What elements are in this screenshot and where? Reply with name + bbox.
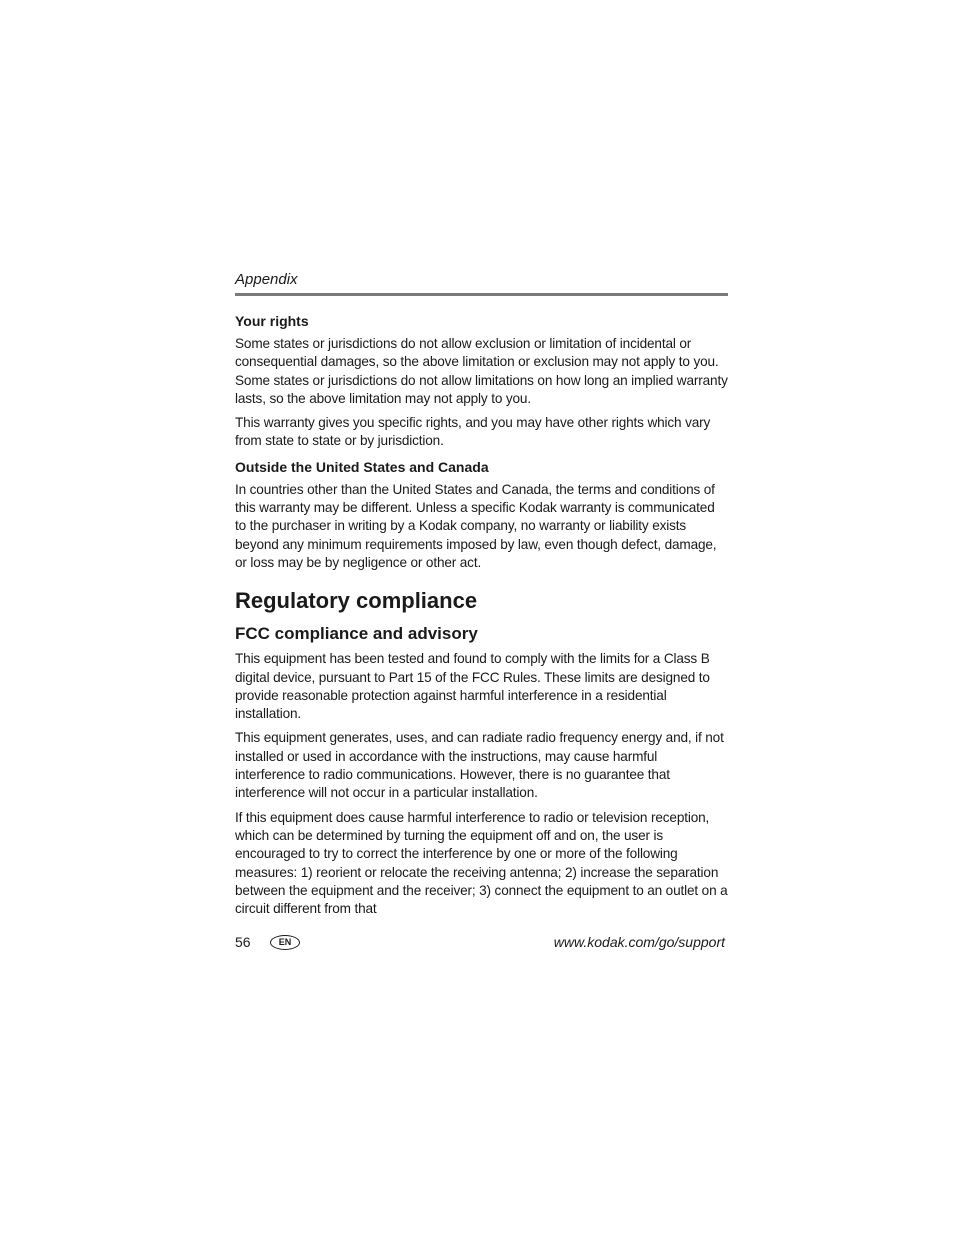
page-footer <box>235 932 725 952</box>
fcc-paragraph-3: If this equipment does cause harmful interference to radio or television reception, which can be determined by turning the equipment off and on, the user is encouraged to try to correct the interference by one or more of the following measures: 1) reorient or relocate the receiving antenna; 2) increase the separation between the equipment and the receiver; 3) connect the equipment to an outlet on a circuit different from that <box>235 809 728 917</box>
fcc-paragraph-2: This equipment generates, uses, and can radiate radio frequency energy and, if not installed or used in accordance with the instructions, may cause harmful interference to radio communications. However, there is no guarantee that interference will not occur in a particular installation. <box>235 730 724 801</box>
outside-us-canada-heading: Outside the United States and Canada <box>235 458 489 475</box>
manual-page <box>235 0 728 1235</box>
outside-us-canada-paragraph-1: In countries other than the United States and Canada, the terms and conditions of this warranty may be different. Unless a specific Kodak warranty is communicated to the purchaser in writing by a Kodak company, no warranty or liability exists beyond any minimum requirements imposed by law, even though defect, damage, or loss may be by negligence or other act. <box>235 481 717 570</box>
your-rights-paragraph-1: Some states or jurisdictions do not allow exclusion or limitation of incidental or consequential damages, so the above limitation or exclusion may not apply to you. Some states or jurisdictions do not allow limitations on how long an implied warranty lasts, so the above limitation may not apply to you. <box>235 336 728 406</box>
regulatory-compliance-title: Regulatory compliance <box>235 588 478 614</box>
support-url-link[interactable]: www.kodak.com/go/support <box>553 934 725 950</box>
fcc-paragraph-1: This equipment has been tested and found to comply with the limits for a Class B digital device, pursuant to Part 15 of the FCC Rules. These limits are designed to provide reasonable protection against harmful interference in a residential installation. <box>235 651 710 722</box>
page-number: 56 <box>235 934 251 950</box>
your-rights-heading: Your rights <box>235 313 309 329</box>
page-content <box>235 311 728 924</box>
header-divider <box>235 293 728 296</box>
regulatory-compliance-section <box>235 587 728 918</box>
language-badge-icon: EN <box>270 935 300 950</box>
outside-us-canada-section <box>235 457 728 572</box>
your-rights-section <box>235 311 728 451</box>
running-head: Appendix <box>235 271 298 288</box>
fcc-compliance-heading: FCC compliance and advisory <box>235 624 478 644</box>
your-rights-paragraph-2: This warranty gives you specific rights, and you may have other rights which vary from state to state or by jurisdiction. <box>235 415 711 449</box>
